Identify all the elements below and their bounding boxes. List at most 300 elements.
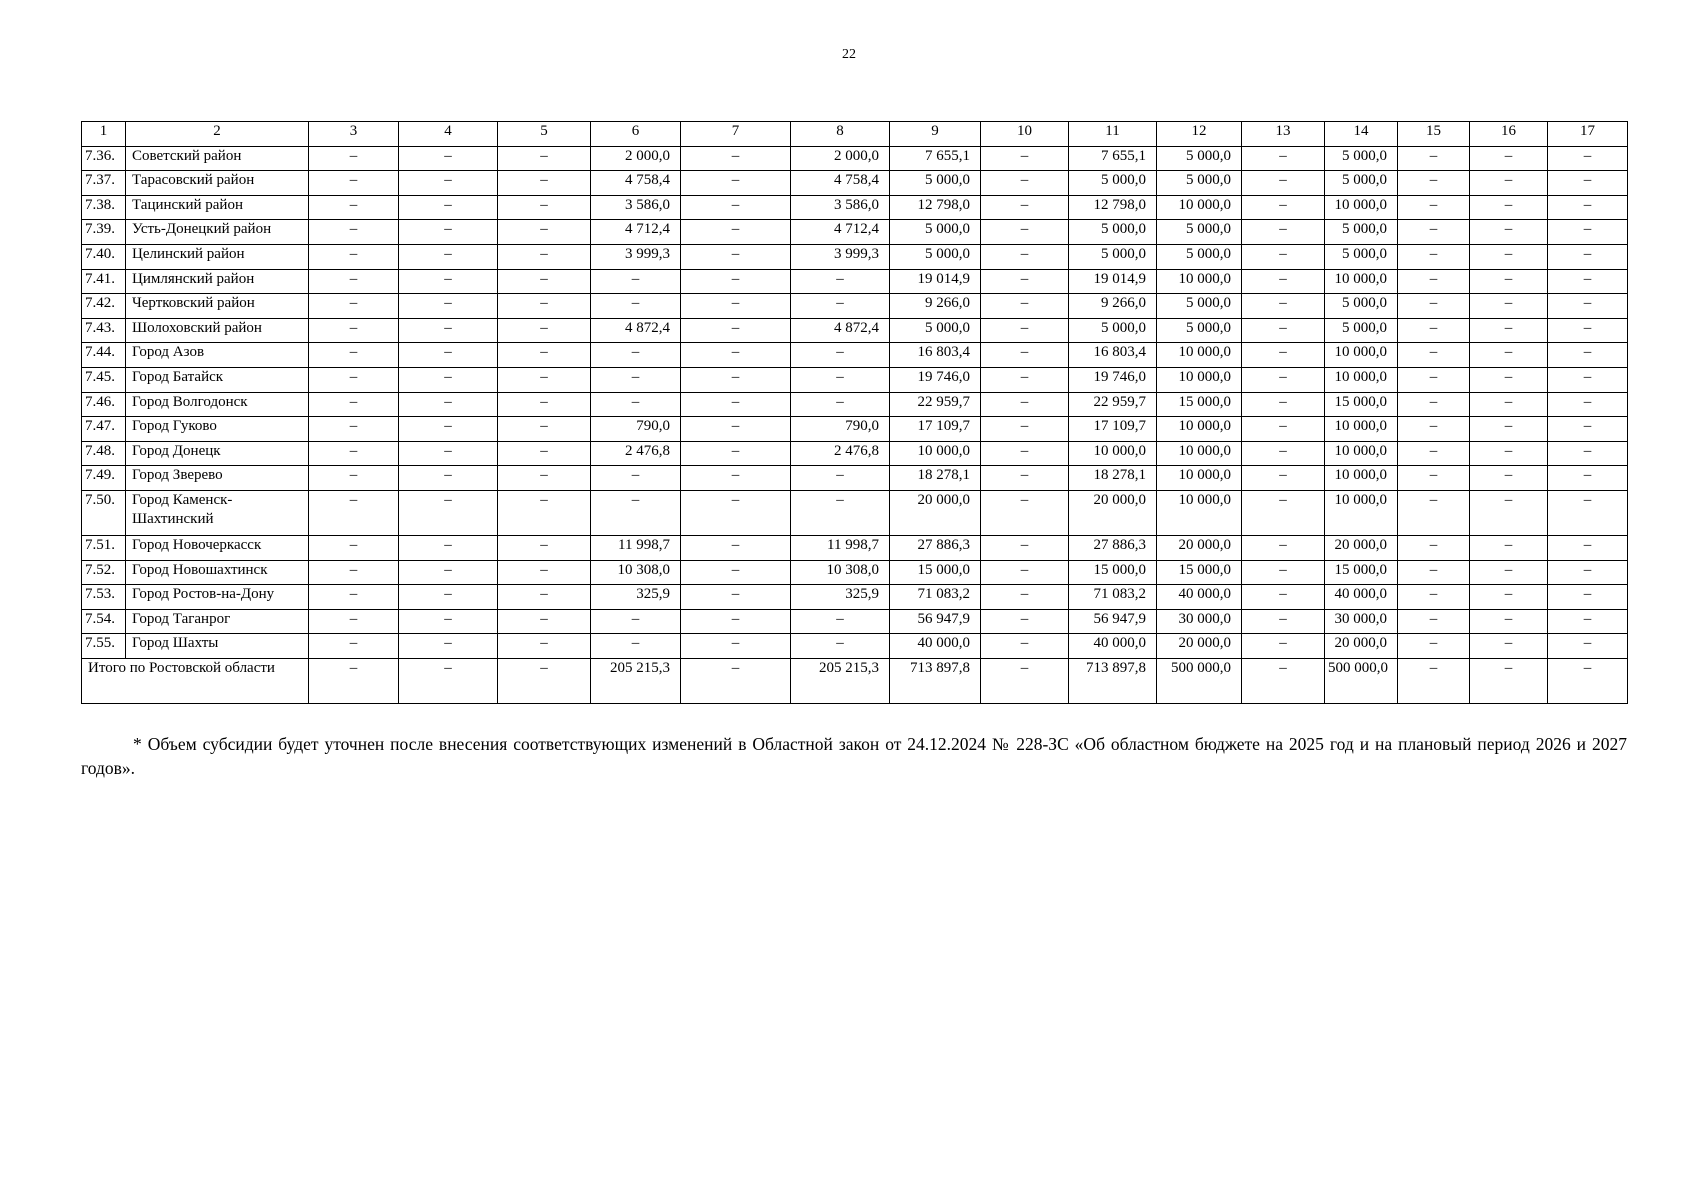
table-cell: – [981,634,1069,659]
total-cell: – [1398,658,1470,703]
table-cell: – [498,585,591,610]
column-header: 16 [1470,122,1548,147]
table-cell: – [1548,490,1628,535]
table-cell: – [1470,535,1548,560]
table-cell: 30 000,0 [1325,609,1398,634]
table-cell: 10 000,0 [1325,441,1398,466]
table-cell: 4 712,4 [791,220,890,245]
table-cell: – [1470,171,1548,196]
table-cell: 2 476,8 [591,441,681,466]
table-cell: – [1398,466,1470,491]
total-cell: – [981,658,1069,703]
table-cell: 2 000,0 [791,146,890,171]
table-cell: 18 278,1 [890,466,981,491]
row-name: Тарасовский район [126,171,309,196]
table-cell: – [591,466,681,491]
table-cell: 11 998,7 [591,535,681,560]
table-cell: – [309,585,399,610]
table-cell: – [1242,441,1325,466]
table-cell: – [1470,343,1548,368]
table-cell: 3 999,3 [791,244,890,269]
table-cell: – [1242,609,1325,634]
total-cell: – [681,658,791,703]
table-row [82,392,1628,417]
table-cell: – [681,220,791,245]
table-cell: – [681,585,791,610]
table-row [82,146,1628,171]
table-cell: – [1470,441,1548,466]
table-row [82,294,1628,319]
table-cell: 790,0 [591,417,681,442]
table-cell: 5 000,0 [1157,146,1242,171]
table-cell: – [498,634,591,659]
table-cell: 40 000,0 [890,634,981,659]
table-row [82,343,1628,368]
table-row [82,269,1628,294]
table-cell: – [498,318,591,343]
row-index: 7.37. [82,171,126,196]
row-index: 7.55. [82,634,126,659]
row-name: Шолоховский район [126,318,309,343]
table-cell: – [399,441,498,466]
table-cell: 10 000,0 [1325,195,1398,220]
table-cell: 4 758,4 [791,171,890,196]
table-cell: 5 000,0 [890,318,981,343]
table-cell: – [1548,634,1628,659]
column-header: 14 [1325,122,1398,147]
row-name: Город Волгодонск [126,392,309,417]
table-cell: 5 000,0 [1157,318,1242,343]
subsidy-table [81,121,1628,704]
table-cell: – [681,294,791,319]
table-cell: – [591,634,681,659]
table-cell: – [1398,146,1470,171]
table-cell: – [791,367,890,392]
table-cell: – [498,195,591,220]
row-name: Город Ростов-на-Дону [126,585,309,610]
table-cell: – [1548,535,1628,560]
table-cell: – [791,269,890,294]
table-cell: – [1548,294,1628,319]
table-cell: 10 000,0 [1157,490,1242,535]
table-cell: 18 278,1 [1069,466,1157,491]
table-cell: – [1470,417,1548,442]
table-cell: – [399,195,498,220]
table-cell: – [309,171,399,196]
column-header: 17 [1548,122,1628,147]
table-cell: – [681,195,791,220]
table-row [82,585,1628,610]
table-cell: – [791,609,890,634]
table-cell: 9 266,0 [1069,294,1157,319]
table-cell: – [309,634,399,659]
table-cell: – [1242,269,1325,294]
table-cell: 7 655,1 [890,146,981,171]
table-cell: – [1398,417,1470,442]
table-cell: – [981,609,1069,634]
row-index: 7.43. [82,318,126,343]
table-cell: 16 803,4 [890,343,981,368]
table-cell: – [1470,466,1548,491]
table-cell: – [1548,195,1628,220]
table-cell: – [309,609,399,634]
table-cell: – [981,244,1069,269]
table-cell: – [1398,244,1470,269]
table-cell: – [309,417,399,442]
table-cell: – [1398,195,1470,220]
table-cell: – [309,560,399,585]
table-cell: – [1242,318,1325,343]
row-name: Город Новошахтинск [126,560,309,585]
table-cell: – [681,417,791,442]
table-cell: – [1548,367,1628,392]
table-cell: – [981,269,1069,294]
table-cell: – [1242,220,1325,245]
table-cell: – [1548,585,1628,610]
table-cell: – [399,634,498,659]
table-cell: – [1242,146,1325,171]
table-cell: – [399,294,498,319]
row-name: Цимлянский район [126,269,309,294]
row-name: Город Батайск [126,367,309,392]
table-cell: – [1398,220,1470,245]
table-cell: 5 000,0 [890,171,981,196]
table-cell: – [1548,343,1628,368]
table-cell: – [498,367,591,392]
table-cell: 19 746,0 [890,367,981,392]
table-cell: – [399,318,498,343]
table-cell: – [981,466,1069,491]
table-cell: – [1242,343,1325,368]
table-cell: – [981,441,1069,466]
table-row [82,634,1628,659]
table-cell: – [399,466,498,491]
table-cell: – [791,343,890,368]
table-cell: – [1470,244,1548,269]
row-index: 7.42. [82,294,126,319]
table-cell: 5 000,0 [1069,171,1157,196]
table-cell: – [981,220,1069,245]
table-cell: – [399,417,498,442]
table-row [82,220,1628,245]
table-cell: 325,9 [791,585,890,610]
table-cell: 10 000,0 [1325,417,1398,442]
table-cell: – [1548,392,1628,417]
table-cell: – [309,490,399,535]
row-index: 7.39. [82,220,126,245]
table-cell: 71 083,2 [1069,585,1157,610]
table-cell: 20 000,0 [1069,490,1157,535]
table-row [82,367,1628,392]
table-cell: 10 000,0 [1325,367,1398,392]
table-cell: – [498,343,591,368]
table-cell: – [399,343,498,368]
total-cell: 500 000,0 [1325,658,1398,703]
table-cell: – [1470,585,1548,610]
total-cell: – [309,658,399,703]
table-cell: – [1242,560,1325,585]
table-cell: – [981,146,1069,171]
table-cell: – [399,244,498,269]
table-cell: – [399,585,498,610]
column-header: 13 [1242,122,1325,147]
table-cell: 20 000,0 [890,490,981,535]
row-index: 7.40. [82,244,126,269]
row-name: Город Каменск-Шахтинский [126,490,309,535]
total-cell: 205 215,3 [591,658,681,703]
table-cell: – [1242,392,1325,417]
table-cell: – [681,171,791,196]
row-name: Тацинский район [126,195,309,220]
table-cell: – [1398,634,1470,659]
table-cell: – [498,417,591,442]
table-cell: 4 872,4 [791,318,890,343]
row-name: Город Азов [126,343,309,368]
row-name: Город Гуково [126,417,309,442]
column-header: 7 [681,122,791,147]
table-cell: – [1242,490,1325,535]
column-header: 8 [791,122,890,147]
table-cell: – [399,535,498,560]
table-cell: 71 083,2 [890,585,981,610]
table-cell: – [681,609,791,634]
table-cell: – [1242,585,1325,610]
table-cell: – [1470,560,1548,585]
table-cell: – [1398,490,1470,535]
table-cell: – [1398,367,1470,392]
table-cell: 3 586,0 [791,195,890,220]
table-cell: – [399,367,498,392]
table-cell: – [1470,609,1548,634]
table-cell: 20 000,0 [1325,634,1398,659]
table-cell: – [1398,269,1470,294]
table-cell: 19 014,9 [1069,269,1157,294]
table-cell: – [309,367,399,392]
table-cell: – [681,490,791,535]
table-row [82,318,1628,343]
total-row [82,658,1628,703]
table-row [82,609,1628,634]
table-cell: – [681,634,791,659]
total-cell: – [1242,658,1325,703]
table-cell: 7 655,1 [1069,146,1157,171]
table-cell: – [791,466,890,491]
table-cell: 5 000,0 [1069,220,1157,245]
table-cell: 5 000,0 [1157,220,1242,245]
table-cell: 19 014,9 [890,269,981,294]
table-cell: 20 000,0 [1325,535,1398,560]
table-cell: 10 000,0 [1069,441,1157,466]
table-cell: – [498,609,591,634]
table-cell: – [399,560,498,585]
table-cell: – [309,294,399,319]
table-cell: 15 000,0 [1157,392,1242,417]
table-cell: – [399,609,498,634]
table-cell: 5 000,0 [1325,171,1398,196]
table-cell: – [309,195,399,220]
table-cell: 4 872,4 [591,318,681,343]
row-index: 7.49. [82,466,126,491]
table-cell: 5 000,0 [1157,244,1242,269]
table-cell: 12 798,0 [890,195,981,220]
table-row [82,466,1628,491]
table-cell: – [791,392,890,417]
table-cell: – [1242,535,1325,560]
table-cell: – [591,367,681,392]
table-cell: – [399,392,498,417]
table-cell: 20 000,0 [1157,634,1242,659]
footnote: * Объем субсидии будет уточнен после внесения соответствующих изменений в Областной закон от 24.12.2024 № 228-ЗС «Об областном бюджете на 2025 год и на плановый период 2026 и 2027 годов». [81,734,1627,778]
table-cell: – [981,560,1069,585]
total-cell: – [1470,658,1548,703]
table-cell: – [498,490,591,535]
table-cell: – [981,367,1069,392]
column-header: 3 [309,122,399,147]
table-cell: 10 000,0 [1157,195,1242,220]
table-cell: 40 000,0 [1325,585,1398,610]
table-cell: – [1548,466,1628,491]
table-cell: – [309,392,399,417]
table-cell: – [981,294,1069,319]
table-cell: – [498,171,591,196]
table-cell: – [591,490,681,535]
table-cell: 27 886,3 [890,535,981,560]
table-cell: – [309,269,399,294]
table-cell: – [1398,441,1470,466]
table-cell: – [791,634,890,659]
table-cell: 10 000,0 [1157,441,1242,466]
table-cell: 10 000,0 [890,441,981,466]
row-index: 7.38. [82,195,126,220]
table-cell: 40 000,0 [1157,585,1242,610]
table-cell: – [498,560,591,585]
table-cell: 19 746,0 [1069,367,1157,392]
total-cell: 500 000,0 [1157,658,1242,703]
table-cell: – [681,318,791,343]
table-cell: – [309,535,399,560]
table-cell: – [1398,294,1470,319]
table-cell: – [591,343,681,368]
column-header: 4 [399,122,498,147]
column-header: 9 [890,122,981,147]
row-index: 7.45. [82,367,126,392]
table-cell: – [981,417,1069,442]
table-cell: – [1242,294,1325,319]
table-cell: 15 000,0 [1325,392,1398,417]
table-cell: – [1470,146,1548,171]
table-cell: – [981,535,1069,560]
table-cell: – [399,269,498,294]
table-cell: – [591,609,681,634]
column-header: 2 [126,122,309,147]
row-index: 7.46. [82,392,126,417]
table-cell: 2 476,8 [791,441,890,466]
table-cell: – [1470,634,1548,659]
table-row [82,490,1628,535]
table-cell: 10 000,0 [1325,466,1398,491]
table-cell: 5 000,0 [890,244,981,269]
table-cell: 10 308,0 [791,560,890,585]
table-cell: – [681,535,791,560]
table-cell: 5 000,0 [1325,244,1398,269]
table-row [82,535,1628,560]
table-cell: – [1242,634,1325,659]
table-cell: – [1398,560,1470,585]
total-cell: – [399,658,498,703]
table-cell: 10 000,0 [1325,490,1398,535]
table-cell: 27 886,3 [1069,535,1157,560]
table-cell: – [1470,367,1548,392]
table-cell: – [1548,269,1628,294]
table-cell: – [1548,609,1628,634]
table-cell: 20 000,0 [1157,535,1242,560]
table-cell: – [1398,585,1470,610]
table-cell: – [791,294,890,319]
table-cell: – [981,585,1069,610]
column-header: 12 [1157,122,1242,147]
row-index: 7.51. [82,535,126,560]
table-cell: – [498,441,591,466]
table-cell: – [681,367,791,392]
table-cell: – [981,195,1069,220]
table-cell: – [1548,171,1628,196]
column-header: 15 [1398,122,1470,147]
row-index: 7.52. [82,560,126,585]
table-cell: 9 266,0 [890,294,981,319]
table-cell: 5 000,0 [1069,318,1157,343]
table-cell: 5 000,0 [890,220,981,245]
table-cell: 4 758,4 [591,171,681,196]
table-cell: – [399,220,498,245]
table-cell: – [981,318,1069,343]
row-name: Советский район [126,146,309,171]
table-cell: – [309,466,399,491]
table-cell: 10 308,0 [591,560,681,585]
table-cell: – [681,343,791,368]
row-name: Усть-Донецкий район [126,220,309,245]
table-cell: 22 959,7 [1069,392,1157,417]
table-cell: – [1398,392,1470,417]
row-name: Город Донецк [126,441,309,466]
table-cell: 3 586,0 [591,195,681,220]
row-index: 7.53. [82,585,126,610]
table-cell: – [1398,318,1470,343]
table-cell: – [681,441,791,466]
table-cell: – [1548,146,1628,171]
row-name: Город Зверево [126,466,309,491]
row-name: Город Таганрог [126,609,309,634]
column-header: 10 [981,122,1069,147]
table-cell: – [681,392,791,417]
table-cell: – [498,535,591,560]
table-cell: 4 712,4 [591,220,681,245]
table-cell: – [309,146,399,171]
table-cell: – [591,392,681,417]
row-index: 7.44. [82,343,126,368]
table-cell: – [1398,343,1470,368]
table-cell: 790,0 [791,417,890,442]
table-cell: 10 000,0 [1157,466,1242,491]
table-cell: – [681,244,791,269]
column-header: 1 [82,122,126,147]
table-cell: 10 000,0 [1157,343,1242,368]
table-cell: – [1242,367,1325,392]
page-number: 22 [842,47,856,62]
table-cell: – [981,343,1069,368]
table-cell: 5 000,0 [1325,294,1398,319]
table-cell: 15 000,0 [1069,560,1157,585]
table-cell: – [498,392,591,417]
